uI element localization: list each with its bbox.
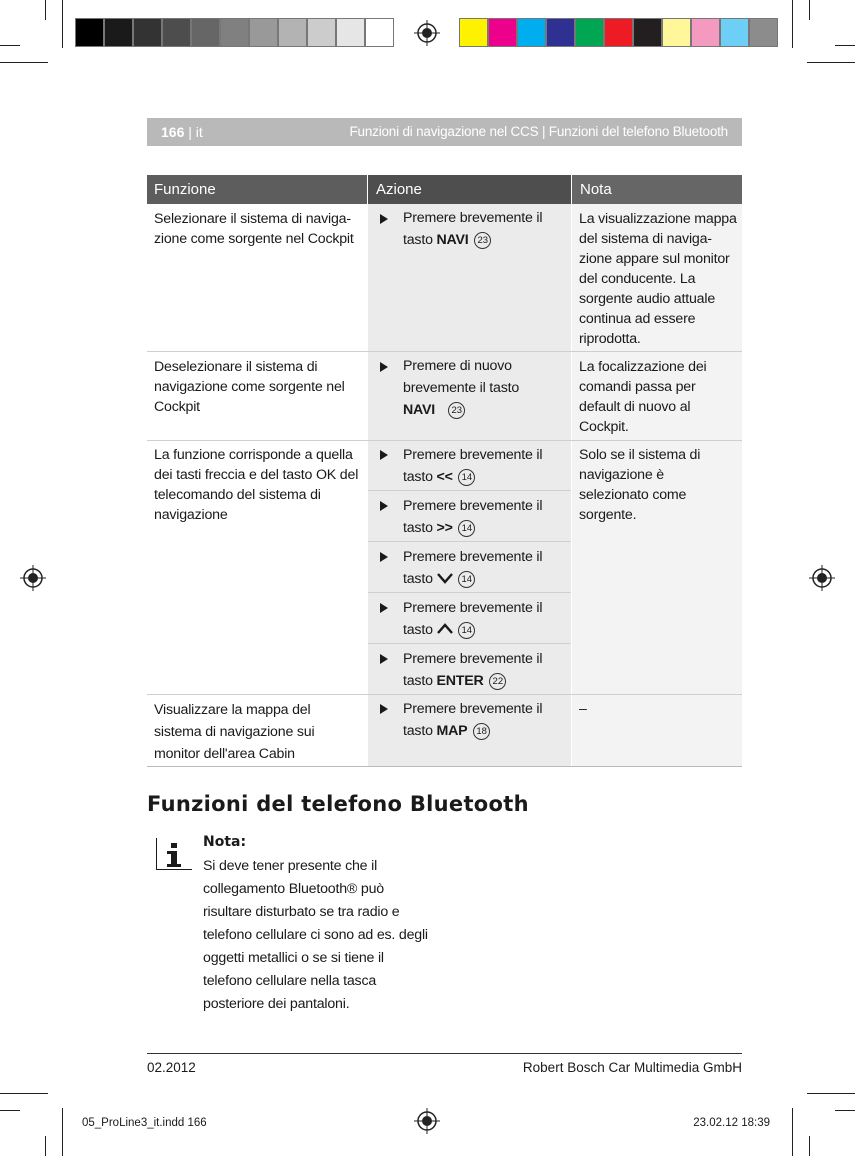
row3-azione-enter: Premere brevemente il tasto ENTER 22 <box>403 651 543 689</box>
registration-mark-icon <box>20 565 46 591</box>
gray-swatch <box>278 18 307 47</box>
chevron-up-icon <box>437 623 453 635</box>
bullet-arrow-icon <box>380 501 388 511</box>
gray-swatch <box>220 18 249 47</box>
row3-azione-back: Premere brevemente il tasto << 14 <box>403 447 543 485</box>
footer-date: 02.2012 <box>147 1060 196 1075</box>
table-header-funzione: Funzione <box>147 175 367 204</box>
color-swatch <box>575 18 604 47</box>
row3-azione-forward: Premere brevemente il tasto >> 14 <box>403 498 543 536</box>
bullet-arrow-icon <box>380 704 388 714</box>
row2-nota: La focalizzazione dei comandi passa per default di nuovo al Cockpit. <box>579 359 707 435</box>
bullet-arrow-icon <box>380 603 388 613</box>
row4-azione: Premere brevemente il tasto MAP 18 <box>403 701 543 739</box>
gray-swatch <box>365 18 394 47</box>
chevron-down-icon <box>437 572 453 584</box>
note-label: Nota: <box>203 834 247 850</box>
row1-funzione: Selezionare il sistema di naviga-zione come sorgente nel Cockpit <box>154 211 354 247</box>
slug-date: 23.02.12 18:39 <box>693 1117 770 1129</box>
bullet-arrow-icon <box>380 362 388 372</box>
gray-swatch <box>307 18 336 47</box>
slug-file: 05_ProLine3_it.indd 166 <box>82 1117 207 1129</box>
table-header-nota: Nota <box>572 175 742 204</box>
row1-nota: La visualizzazione mappa del sistema di naviga-zione appare sul monitor del conducente. La sorgente audio attuale continua ad essere riprodotta. <box>579 211 737 347</box>
color-swatch <box>633 18 662 47</box>
gray-swatch <box>336 18 365 47</box>
color-swatch <box>546 18 575 47</box>
bullet-arrow-icon <box>380 552 388 562</box>
row1-azione: Premere brevemente il tasto NAVI 23 <box>403 210 543 248</box>
color-swatch <box>604 18 633 47</box>
section-heading: Funzioni del telefono Bluetooth <box>147 792 529 816</box>
row3-azione-down: Premere brevemente il tasto 14 <box>403 549 543 587</box>
row4-nota: – <box>579 701 587 717</box>
running-title: Funzioni di navigazione nel CCS | Funzioni del telefono Bluetooth <box>349 124 728 139</box>
registration-mark-icon <box>414 1108 440 1134</box>
color-swatch <box>488 18 517 47</box>
info-icon <box>156 838 192 870</box>
registration-mark-icon <box>809 565 835 591</box>
gray-swatch <box>75 18 104 47</box>
bullet-arrow-icon <box>380 654 388 664</box>
page-header <box>147 118 742 146</box>
row2-azione: Premere di nuovo brevemente il tasto NAVI 23 <box>403 358 520 418</box>
color-swatch <box>720 18 749 47</box>
row3-nota: Solo se il sistema di navigazione è selezionato come sorgente. <box>579 447 701 523</box>
registration-mark-icon <box>414 20 440 46</box>
row3-funzione: La funzione corrisponde a quella dei tasti freccia e del tasto OK del telecomando del sistema di navigazione <box>154 447 359 523</box>
color-swatch <box>517 18 546 47</box>
bullet-arrow-icon <box>380 214 388 224</box>
gray-swatch <box>133 18 162 47</box>
row4-funzione: Visualizzare la mappa del sistema di navigazione sui monitor dell'area Cabin <box>154 702 315 762</box>
gray-swatch <box>162 18 191 47</box>
gray-swatch <box>191 18 220 47</box>
row2-funzione: Deselezionare il sistema di navigazione come sorgente nel Cockpit <box>154 359 345 415</box>
color-swatch <box>749 18 778 47</box>
gray-swatch <box>104 18 133 47</box>
table-header-azione: Azione <box>368 175 571 204</box>
bullet-arrow-icon <box>380 450 388 460</box>
color-swatch <box>459 18 488 47</box>
color-swatch <box>662 18 691 47</box>
note-text: Si deve tener presente che il collegamento Bluetooth® può risultare disturbato se tra radio e telefono cellulare ci sono ad es. degli oggetti metallici o se si tiene il telefono cellulare nella tasca posteriore dei pantaloni. <box>203 858 428 1012</box>
row3-azione-up: Premere brevemente il tasto 14 <box>403 600 543 638</box>
page-number: 166 | it <box>161 124 203 140</box>
color-swatch <box>691 18 720 47</box>
footer-rule <box>147 1053 742 1054</box>
footer-company: Robert Bosch Car Multimedia GmbH <box>522 1060 742 1075</box>
gray-swatch <box>249 18 278 47</box>
